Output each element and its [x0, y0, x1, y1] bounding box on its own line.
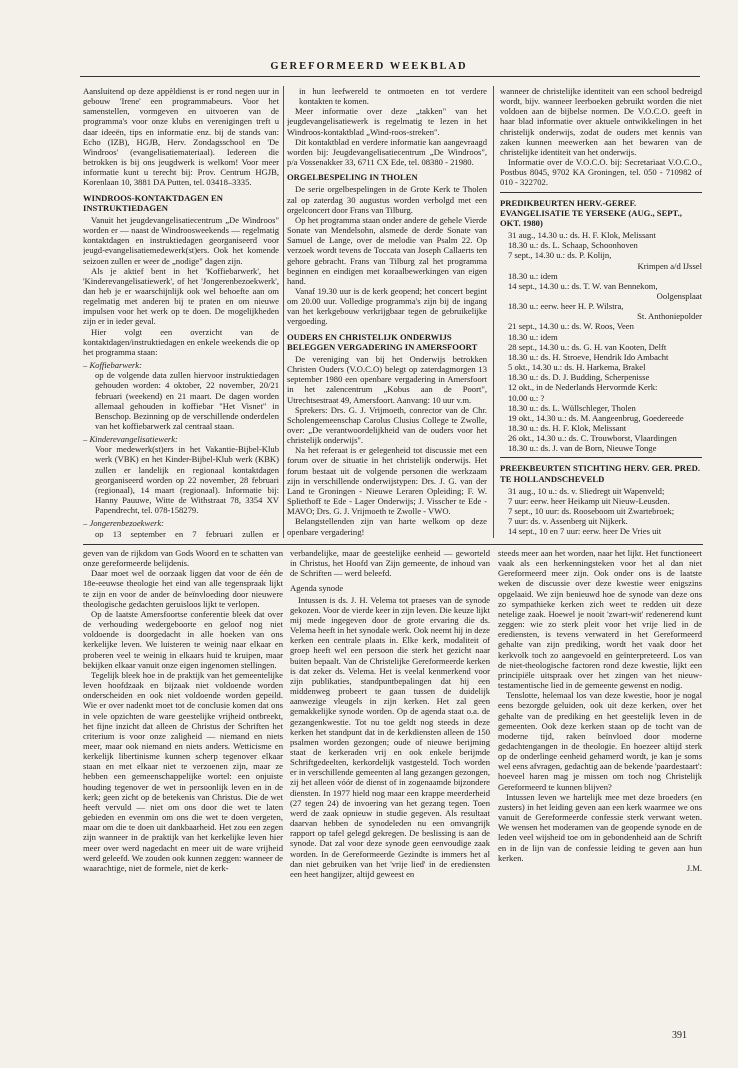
top-column-2 [287, 86, 487, 538]
list-item: 18.30 u.: ds. H. Stroeve, Hendrik Ido Ambacht [508, 351, 669, 362]
list-item: Krimpen a/d IJssel [637, 260, 702, 271]
list-item: 21 sept., 14.30 u.: ds. W. Roos, Veen [508, 321, 634, 332]
list-item: 12 okt., in de Nederlands Hervormde Kerk: [508, 382, 658, 393]
paragraph: Belangstellenden zijn van harte welkom op deze openbare vergadering! [287, 516, 487, 537]
section-heading-orgelbespeling: ORGELBESPELING IN THOLEN [287, 172, 418, 183]
list-item: 14 sept., 14.30 u.: ds. T. W. van Bennekom, [508, 280, 658, 291]
section-heading-ouders: OUDERS EN CHRISTELIJK ONDERWIJS BELEGGEN VERGADERING IN AMERSFOORT [287, 331, 478, 352]
list-item: 7 sept., 10 uur: ds. Rooseboom uit Zwartebroek; [508, 506, 675, 517]
top-rule [80, 76, 700, 77]
list-item [500, 537, 702, 538]
paragraph: in hun leefwereld te ontmoeten en tot verdere kontakten te komen. [299, 86, 487, 107]
list-item: 18.30 u.: ds. J. van de Born, Nieuwe Tonge [508, 443, 657, 454]
paragraph: Tegelijk bleek hoe in de praktijk van het gemeentelijke leven hoofdzaak en bijzaak niet voldoende worden onderscheiden en ook niet voldoende worden gepeild. Wie er over nadenkt moet tot de conclusie komen dat ons in vele opzichten de ware geestelijke vrijheid ontbreekt, het fijne inzicht dat alleen de Christus der Schriften het criterium is voor onze zaligheid — niemand en niets meer, maar ook niemand en niets anders. Wetticisme en kerkelijk libertinisme kunnen scherp tegenover elkaar staan en met elkaar niet te verzoenen zijn, maar ze hebben een gemeenschappelijke wortel: een onjuiste houding tegenover de wet in persoonlijk leven en in de kerk; geen zicht op de betekenis van Christus. Die de wet heeft vervuld — niet om ons door die wet te laten gebieden en evenmin om ons die wet te doen vergeten, maar om die te doen uit dankbaarheid. Het zou een zegen zijn wanneer in de praktijk van het kerkelijke leven hier meer over werd nagedacht en meer uit de ware vrijheid werd geleefd. We zouden ook kunnen zeggen: wanneer de waarachtige, niet de formele, niet de kerk- [83, 669, 283, 873]
paragraph: Tenslotte, helemaal los van deze kwestie, hoor je nogal eens bezorgde geluiden, ook uit deze kerken, over het gehalte van de prediking en het geestelijk leven in de gemeenten. Ook deze kerken staan op de tocht van de moderne tijd, raken beïnvloed door moderne gedachtengangen in de theologie. En hoezeer altijd sterk op de onderlinge eenheid gehamerd wordt, je kan je soms wel eens afvragen, gedachtig aan de bekende 'paardestaart': hoeveel haren mag je missen om toch nog Christelijk Gereformeerd te kunnen blijven? [498, 690, 702, 792]
paragraph: Dit kontaktblad en verdere informatie kan aangevraagd worden bij: Jeugdevangelisatiecentrum „De Windroos", p/a Vossenakker 33, 6711 CX Ede, tel. 08380 - 21980. [287, 136, 487, 168]
list-item: 31 aug., 14.30 u.: ds. H. F. Klok, Melissant [508, 230, 656, 241]
paragraph: steeds meer aan het worden, naar het lijkt. Het functioneert vaak als een herkenningsteken voor het al dan niet Gereformeerd meer zijn. Ook onder ons is de laatste weken de discussie over deze kwestie weer enigszins opgelaaid. We zijn benieuwd hoe de synode van deze ons zo sympathieke kerken zich weet te redden uit deze netelige zaak. Hoewel je nooit 'zwart-wit' redenerend kunt zeggen: wie zo sterk pleit voor het vrije lied in de erediensten, is tevens verwaterd in het Gereformeerd gehalte van zijn prediking, wordt het vaak door het kerkvolk toch zo aangevoeld en geïnterpreteerd. Los van de niet-theologische factoren rond deze kwestie, lijkt een principiële uitspraak over het zingen van het nieuw-testamentische lied in de gemeente gewenst en nodig. [498, 548, 702, 691]
column-divider [283, 86, 284, 538]
bottom-column-1 [83, 548, 283, 1020]
list-item: Oolgensplaat [656, 290, 702, 301]
list-item: 18.30 u.: idem [508, 331, 558, 342]
paragraph: De vereniging van bij het Onderwijs betrokken Christen Ouders (V.O.C.O) belegt op zaterdagmorgen 13 september 1980 een openbare vergadering in Amersfoort in het zalencentrum „Kobus aan de Poort", Utrechtsestraat 49, Amersfoort. Aanvang: 10 uur v.m. [287, 353, 487, 405]
page-number: 391 [672, 1030, 687, 1041]
section-heading-windroos: WINDROOS-KONTAKTDAGEN EN INSTRUKTIEDAGEN [83, 192, 223, 213]
subheading-kinderevangelisatie: – Kinderevangelisatiewerk: [83, 434, 178, 445]
list-item: 7 uur: ds. v. Assenberg uit Nijkerk. [508, 516, 628, 527]
sermon-list-yerseke [500, 230, 702, 453]
bottom-column-2 [290, 548, 490, 1020]
paragraph: Meer informatie over deze „takken" van het jeugdevangelisatiewerk is regelmatig te lezen in het Windroos-kontaktblad „Wind-roos-streken". [287, 106, 487, 137]
list-item: 5 okt., 14.30 u.: ds. H. Harkema, Brakel [508, 362, 646, 373]
list-item: 26 okt., 14.30 u.: ds. C. Trouwborst, Vlaardingen [508, 433, 677, 444]
section-rule [83, 544, 703, 545]
list-item: 7 sept., 14.30 u.: ds. P. Kolijn, [508, 250, 612, 261]
paragraph: Intussen leven we hartelijk mee met deze broeders (en zusters) in het leiding geven aan een kerk waarmee we ons vanuit de Gereformeerde confessie sterk verwant weten. We wensen het moderamen van de geopende synode en de leden veel wijsheid toe om in gebondenheid aan de Schrift en in de lijn van de confessie leiding te geven aan hun kerken. [498, 791, 702, 863]
section-heading-hollandscheveld: PREEKBEURTEN STICHTING HERV. GER. PRED. TE HOLLANDSCHEVELD [500, 463, 701, 484]
paragraph: Op het programma staan onder andere de gehele Vierde Sonate van Mendelsohn, alsmede de derde Sonate van Samuel de Lange, over de melodie van Psalm 22. Op verzoek wordt tevens de Toccata van Joseph Callaerts ten gehore gebracht. Frans van Tilburg zal het programma beginnen en eindigen met koraalbewerkingen van eigen hand. [287, 214, 487, 286]
list-item: 31 aug., 10 u.: ds. v. Sliedregt uit Wapenveld; [508, 485, 665, 496]
paragraph: Als je aktief bent in het 'Koffiebarwerk', het 'Kinderevangelisatiewerk', of het 'Jongerenbezoekwerk', dan heb je er waarschijnlijk ook wel behoefte aan om regelmatig met anderen bij te praten en om nieuwe impulsen voor het werk op te doen. De mogelijkheden zijn er in ieder geval. [83, 265, 279, 327]
list-item: 18.30 u.: eerw. heer H. P. Wilstra, [508, 301, 624, 312]
paragraph: Voor medewerk(st)ers in het Vakantie-Bijbel-Klub werk (VBK) en het Kinder-Bijbel-Klub werk (KBK) zullen er landelijk en regionaal kontaktdagen georganiseerd worden op 22 november, 28 februari (regionaal), 14 maart (regionaal). Informatie bij: Hanny Pauuwe, Witte de Withstraat 78, 3354 XV Papendrecht, tel. 078-158279. [95, 444, 279, 516]
paragraph: Vanaf 19.30 uur is de kerk geopend; het concert begint om 20.00 uur. Volledige programma's zijn bij de ingang van het kerkgebouw verkrijgbaar tegen de gebruikelijke vergoeding. [287, 285, 487, 327]
bottom-column-3 [498, 548, 702, 1020]
paragraph: Sprekers: Drs. G. J. Vrijmoeth, conrector van de Chr. Scholengemeenschap Carolus Clusius College te Zwolle, over: „De verantwoordelijkheid van de ouders voor het christelijk onderwijs". [287, 404, 487, 446]
paragraph: De serie orgelbespelingen in de Grote Kerk te Tholen zal op zaterdag 30 augustus worden verbolgd met een orgelconcert door Frans van Tilburg. [287, 184, 487, 215]
masthead: GEREFORMEERD WEEKBLAD [270, 61, 468, 72]
paragraph: op de volgende data zullen hiervoor instruktiedagen gehouden worden: 4 oktober, 22 november, 20/21 februari (weekend) en 21 maart. De dagen worden allemaal gehouden in koffiebar "Het Visnet" in Benschop. Bezinning op de verschillende onderdelen van het koffiebarwerk zal centraal staan. [95, 370, 279, 431]
list-item: 10.00 u.: ? [508, 392, 545, 403]
paragraph: op 13 september en 7 februari zullen er [95, 528, 279, 538]
list-item: 7 uur: eerw. heer Heikamp uit Nieuw-Leusden. [508, 495, 670, 506]
top-column-1 [83, 86, 279, 538]
paragraph [287, 537, 487, 538]
sermon-list-hollandscheveld [500, 486, 702, 538]
list-item: 18.30 u.: idem [508, 270, 558, 281]
paragraph: Hier volgt een overzicht van de kontaktdagen/instruktiedagen en enkele weekends die op het programma staan: [83, 326, 279, 357]
paragraph: Na het referaat is er gelegenheid tot discussie met een forum over de situatie in het christelijk onderwijs. Het forum bestaat uit de volgende personen die werkzaam zijn in verschillende onderwijstypen: Drs. J. G. van der Land te Groningen - Nieuwe Leraren Opleiding; F. W. Spliethoff te Ede - Lager Onderwijs; J. Visscher te Ede - MAVO; Drs. G. J. Vrijmoeth te Zwolle - VWO. [287, 445, 487, 517]
divider [500, 192, 702, 193]
list-item: 18.30 u.: ds. D. J. Budding, Scherpenisse [508, 372, 650, 383]
paragraph: Informatie over de V.O.C.O. bij: Secretariaat V.O.C.O., Postbus 8045, 9702 KA Groningen, tel. 050 - 710982 of 010 - 322702. [500, 157, 702, 188]
list-item: 14 sept., 10 en 7 uur: eerw. heer De Vries uit [508, 526, 662, 537]
paragraph: wanneer de christelijke identiteit van een school bedreigd wordt, bijv. wanneer leerboeken gebruikt worden die niet voldoen aan de bijbelse normen. De V.O.C.O. geeft in haar blad informatie over aktuele ontwikkelingen in het christelijk onderwijs, zodat de ouders met kennis van zaken kunnen meewerken aan het bewaren van de christelijke identiteit van het onderwijs. [500, 86, 702, 157]
author-signature: J.M. [686, 862, 702, 873]
list-item: St. Anthoniepolder [637, 311, 702, 322]
section-heading-yerseke: PREDIKBEURTEN HERV.-GEREF. EVANGELISATIE TE YERSEKE (AUG., SEPT., OKT. 1980) [500, 197, 682, 228]
divider [500, 457, 702, 458]
list-item: 28 sept., 14.30 u.: ds. G. H. van Kooten, Delft [508, 341, 667, 352]
paragraph: Vanuit het jeugdevangelisatiecentrum „De Windroos" worden er — naast de Windroosweekends — regelmatig kontaktdagen en instruktiedagen georganiseerd voor jeugd-evangelisatiemedewerk(st)ers. Ook het komende seizoen zullen er weer de „nodige" dagen zijn. [83, 214, 279, 266]
paragraph: verbandelijke, maar de geestelijke eenheid — geworteld in Christus, het Hoofd van Zijn gemeente, de inhoud van de Schriften — werd beleefd. [290, 548, 490, 579]
paragraph: Op de laatste Amersfoortse conferentie bleek dat over de verhouding wedergeboorte en geloof nog niet voldoende is doorgedacht in alle hoeken van ons kerkelijke leven. We luisteren te weinig naar elkaar en proberen veel te weinig in elkaars huid te kruipen, maar bekijken elkaar vanuit onze eigen ingenomen stellingen. [83, 608, 283, 670]
section-heading-agenda-synode: Agenda synode [290, 583, 344, 594]
list-item: 18.30 u.: ds. L. Wüllschleger, Tholen [508, 402, 636, 413]
paragraph: Daar moet wel de oorzaak liggen dat voor de één de 18e-eeuwse theologie het eind van alle tegenspraak lijkt te zijn en voor de ander de beïnvloeding door nieuwere theologische gedachten geruisloos lijkt te verlopen. [83, 568, 283, 609]
list-item: 19 okt., 14.30 u.: ds. M. Aangeenbrug, Goedereede [508, 412, 684, 423]
subheading-jongerenbezoekwerk: – Jongerenbezoekwerk: [83, 518, 165, 529]
paragraph: Intussen is ds. J. H. Velema tot praeses van de synode gekozen. Voor de vierde keer in zijn leven. Die keuze lijkt mij mede ingegeven door de grote ervaring die ds. Velema heeft in het synodale werk. Ook neemt hij in deze kerken een centrale plaats in. Elke kerk, modaliteit of groep heeft wel een persoon die sterk het gezicht naar buiten bepaalt. Van de Christelijke Gereformeerde kerken is dat zeker ds. Velema. Het is veelal kenmerkend voor zijn publikaties, standpuntbepalingen dat hij een middenweg probeert te gaan tussen de duidelijk aanwezige vleugels in zijn kerken. Het zal geen gemakkelijke synode worden. Op de agenda staat o.a. de gezangenkwestie. Tot nu toe geldt nog steeds in deze kerken het standpunt dat in de kerkdiensten alleen de 150 psalmen worden gezongen; oude of nieuwe berijming staat de kerkeraden vrij en ook enkele berijmde Schriftgedeelten, kerkordelijk vastgesteld. Toch worden er in verschillende gemeenten al lang gezangen gezongen, zij het alleen vóór de dienst of in zogenaamde bijzondere diensten. In 1977 hield nog maar een krappe meerderheid (27 tegen 24) de invoering van het gezang tegen. Toen werd de zaak opnieuw in studie gegeven. Als resultaat daarvan hebben de synodeleden nu een omvangrijk rapport op tafel gelegd gekregen. De beslissing is aan de synode. Dat zal voor deze synode geen eenvoudige zaak worden. In de Gereformeerde Gezindte is immers het al dan niet gebruiken van het 'vrije lied' in de erediensten een heet hangijzer, altijd geweest en [290, 594, 490, 879]
paragraph: geven van de rijkdom van Gods Woord en te schatten van onze gereformeerde belijdenis. [83, 548, 283, 569]
subheading-koffiebarwerk: – Koffiebarwerk: [83, 360, 142, 371]
top-column-3 [500, 86, 702, 538]
column-divider [493, 86, 494, 538]
list-item: 18.30 u.: ds. H. F. Klok, Melissant [508, 423, 627, 433]
intro-paragraph: Aansluitend op deze appèldienst is er rond negen uur in gebouw 'Irene' een programmabeurs. Voor het samenstellen, vormgeven en uitvoeren van de programma's voor onze klubs en verenigingen treft u daar ideeën, tips en informatie enz. bij de stands van: Echo (IZB), HGJB, Herv. Zondagsschool en 'De Windroos' (evangelisatiemateriaal). Iedereen die betrokken is bij ons jeugdwerk is welkom! Voor meer informatie kunt u terecht bij: Prov. Centrum HGJB, Korenlaan 10, 3881 DA Putten, tel. 03418–3335. [83, 86, 279, 188]
list-item: 18.30 u.: ds. L. Schaap, Schoonhoven [508, 240, 638, 251]
